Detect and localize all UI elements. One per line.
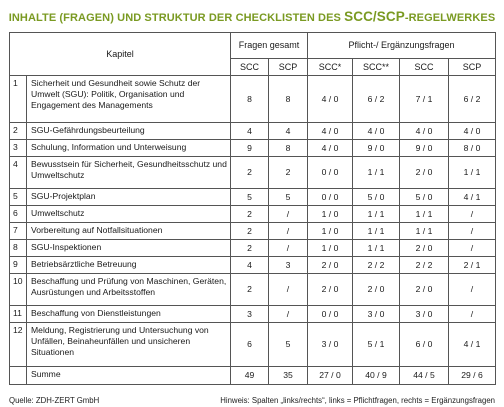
row-kapitel: SGU-Gefährdungsbeurteilung (27, 123, 231, 140)
checklist-table (9, 32, 496, 385)
row-number: 3 (10, 140, 27, 157)
cell-scc-p: 1 / 1 (400, 206, 449, 223)
cell-scc: 8 (231, 76, 269, 123)
cell-scc-p: 9 / 0 (400, 140, 449, 157)
row-number: 4 (10, 157, 27, 189)
table-row (10, 306, 496, 323)
title-part-a: INHALTE (FRAGEN) UND STRUKTUR DER CHECKLISTEN DES (8, 12, 345, 24)
row-kapitel: SGU-Inspektionen (27, 240, 231, 257)
footer-hint: Hinweis: Spalten „links/rechts“, links = Pflichtfragen, rechts = Ergänzungsfragen (220, 396, 495, 405)
cell-scc: 2 (231, 223, 269, 240)
cell-scp: / (269, 274, 308, 306)
row-number: 7 (10, 223, 27, 240)
row-kapitel: Umweltschutz (27, 206, 231, 223)
cell-scc-star: 3 / 0 (308, 323, 353, 367)
cell-scc-p: 5 / 0 (400, 189, 449, 206)
row-kapitel: Meldung, Registrierung und Untersuchung von Unfällen, Beinaheunfällen und unsicheren Situationen (27, 323, 231, 367)
summe-label: Summe (27, 367, 231, 385)
cell-scp-2: 6 / 2 (449, 76, 496, 123)
row-number: 12 (10, 323, 27, 367)
header-sub-scp-2: SCP (449, 59, 496, 76)
cell-scc-2star: 2 / 2 (353, 257, 400, 274)
cell-scc-2star: 2 / 0 (353, 274, 400, 306)
table-row (10, 274, 496, 306)
cell-scc: 5 (231, 189, 269, 206)
cell-scp: 2 (269, 157, 308, 189)
table-row (10, 206, 496, 223)
header-pflicht: Pflicht-/ Ergänzungsfragen (308, 33, 496, 59)
cell-scp-2: / (449, 274, 496, 306)
table-row (10, 240, 496, 257)
cell-scp: 3 (269, 257, 308, 274)
table-row (10, 189, 496, 206)
cell-scp-2: / (449, 306, 496, 323)
cell-scc-2star: 3 / 0 (353, 306, 400, 323)
cell-scc-star: 0 / 0 (308, 306, 353, 323)
cell-scc-star: 4 / 0 (308, 140, 353, 157)
summe-scp: 35 (269, 367, 308, 385)
cell-scc-star: 1 / 0 (308, 223, 353, 240)
header-sub-scp: SCP (269, 59, 308, 76)
cell-scc: 2 (231, 240, 269, 257)
summe-scc-2star: 40 / 9 (353, 367, 400, 385)
cell-scp-2: 4 / 1 (449, 323, 496, 367)
cell-scc-star: 2 / 0 (308, 274, 353, 306)
title-part-c: -REGELWERKES (404, 12, 496, 24)
cell-scp: 8 (269, 76, 308, 123)
cell-scp: 8 (269, 140, 308, 157)
row-number: 2 (10, 123, 27, 140)
cell-scc: 3 (231, 306, 269, 323)
row-number: 10 (10, 274, 27, 306)
row-kapitel: Betriebsärztliche Betreuung (27, 257, 231, 274)
cell-scc-2star: 1 / 1 (353, 157, 400, 189)
row-number: 9 (10, 257, 27, 274)
row-kapitel: Vorbereitung auf Notfallsituationen (27, 223, 231, 240)
row-kapitel: Schulung, Information und Unterweisung (27, 140, 231, 157)
row-kapitel: Beschaffung von Dienstleistungen (27, 306, 231, 323)
cell-scc-2star: 9 / 0 (353, 140, 400, 157)
cell-scp: / (269, 223, 308, 240)
table-row (10, 76, 496, 123)
cell-scp-2: / (449, 223, 496, 240)
cell-scc-p: 4 / 0 (400, 123, 449, 140)
row-kapitel: Sicherheit und Gesundheit sowie Schutz der Umwelt (SGU): Politik, Organisation und Engagement des Managements (27, 76, 231, 123)
summe-number (10, 367, 27, 385)
cell-scc-p: 6 / 0 (400, 323, 449, 367)
cell-scc-star: 2 / 0 (308, 257, 353, 274)
summe-row (10, 367, 496, 385)
title-part-b: SCC/SCP (344, 9, 405, 24)
summe-scc-p: 44 / 5 (400, 367, 449, 385)
cell-scc-p: 2 / 0 (400, 240, 449, 257)
cell-scc-2star: 6 / 2 (353, 76, 400, 123)
cell-scc: 9 (231, 140, 269, 157)
cell-scp: 5 (269, 323, 308, 367)
cell-scc-p: 1 / 1 (400, 223, 449, 240)
cell-scc: 6 (231, 323, 269, 367)
table-row (10, 123, 496, 140)
cell-scp: / (269, 240, 308, 257)
table-row (10, 157, 496, 189)
row-number: 11 (10, 306, 27, 323)
summe-scp-2: 29 / 6 (449, 367, 496, 385)
cell-scc-2star: 1 / 1 (353, 223, 400, 240)
cell-scp-2: / (449, 206, 496, 223)
cell-scp: / (269, 306, 308, 323)
cell-scp: 5 (269, 189, 308, 206)
row-number: 6 (10, 206, 27, 223)
cell-scc-star: 1 / 0 (308, 240, 353, 257)
cell-scp-2: 4 / 1 (449, 189, 496, 206)
table-row (10, 223, 496, 240)
cell-scp-2: 1 / 1 (449, 157, 496, 189)
row-number: 8 (10, 240, 27, 257)
cell-scc: 2 (231, 206, 269, 223)
summe-scc: 49 (231, 367, 269, 385)
cell-scc-star: 4 / 0 (308, 76, 353, 123)
summe-scc-star: 27 / 0 (308, 367, 353, 385)
page-title (0, 9, 504, 24)
header-sub-scc-star: SCC* (308, 59, 353, 76)
cell-scc-star: 1 / 0 (308, 206, 353, 223)
cell-scc-p: 2 / 0 (400, 157, 449, 189)
cell-scc: 2 (231, 157, 269, 189)
header-row-1 (10, 33, 496, 59)
cell-scp-2: 4 / 0 (449, 123, 496, 140)
cell-scc-2star: 1 / 1 (353, 240, 400, 257)
header-sub-scc: SCC (231, 59, 269, 76)
table-row (10, 323, 496, 367)
header-sub-scc-p: SCC (400, 59, 449, 76)
cell-scc: 4 (231, 257, 269, 274)
table-row (10, 257, 496, 274)
cell-scc-2star: 1 / 1 (353, 206, 400, 223)
row-kapitel: Beschaffung und Prüfung von Maschinen, Geräten, Ausrüstungen und Arbeitsstoffen (27, 274, 231, 306)
cell-scc-2star: 5 / 0 (353, 189, 400, 206)
row-number: 5 (10, 189, 27, 206)
cell-scc-p: 2 / 0 (400, 274, 449, 306)
table-row (10, 140, 496, 157)
cell-scp: 4 (269, 123, 308, 140)
row-number: 1 (10, 76, 27, 123)
cell-scc-2star: 4 / 0 (353, 123, 400, 140)
cell-scp-2: 2 / 1 (449, 257, 496, 274)
cell-scp: / (269, 206, 308, 223)
cell-scp-2: 8 / 0 (449, 140, 496, 157)
header-sub-scc-2star: SCC** (353, 59, 400, 76)
cell-scc-p: 7 / 1 (400, 76, 449, 123)
cell-scc-star: 0 / 0 (308, 157, 353, 189)
cell-scc: 4 (231, 123, 269, 140)
footer-source: Quelle: ZDH-ZERT GmbH (9, 396, 100, 405)
cell-scp-2: / (449, 240, 496, 257)
cell-scc-p: 2 / 2 (400, 257, 449, 274)
row-kapitel: Bewusstsein für Sicherheit, Gesundheitsschutz und Umweltschutz (27, 157, 231, 189)
header-kapitel: Kapitel (10, 33, 231, 76)
cell-scc-star: 0 / 0 (308, 189, 353, 206)
cell-scc-p: 3 / 0 (400, 306, 449, 323)
cell-scc: 2 (231, 274, 269, 306)
header-fragen-gesamt: Fragen gesamt (231, 33, 308, 59)
cell-scc-star: 4 / 0 (308, 123, 353, 140)
row-kapitel: SGU-Projektplan (27, 189, 231, 206)
cell-scc-2star: 5 / 1 (353, 323, 400, 367)
